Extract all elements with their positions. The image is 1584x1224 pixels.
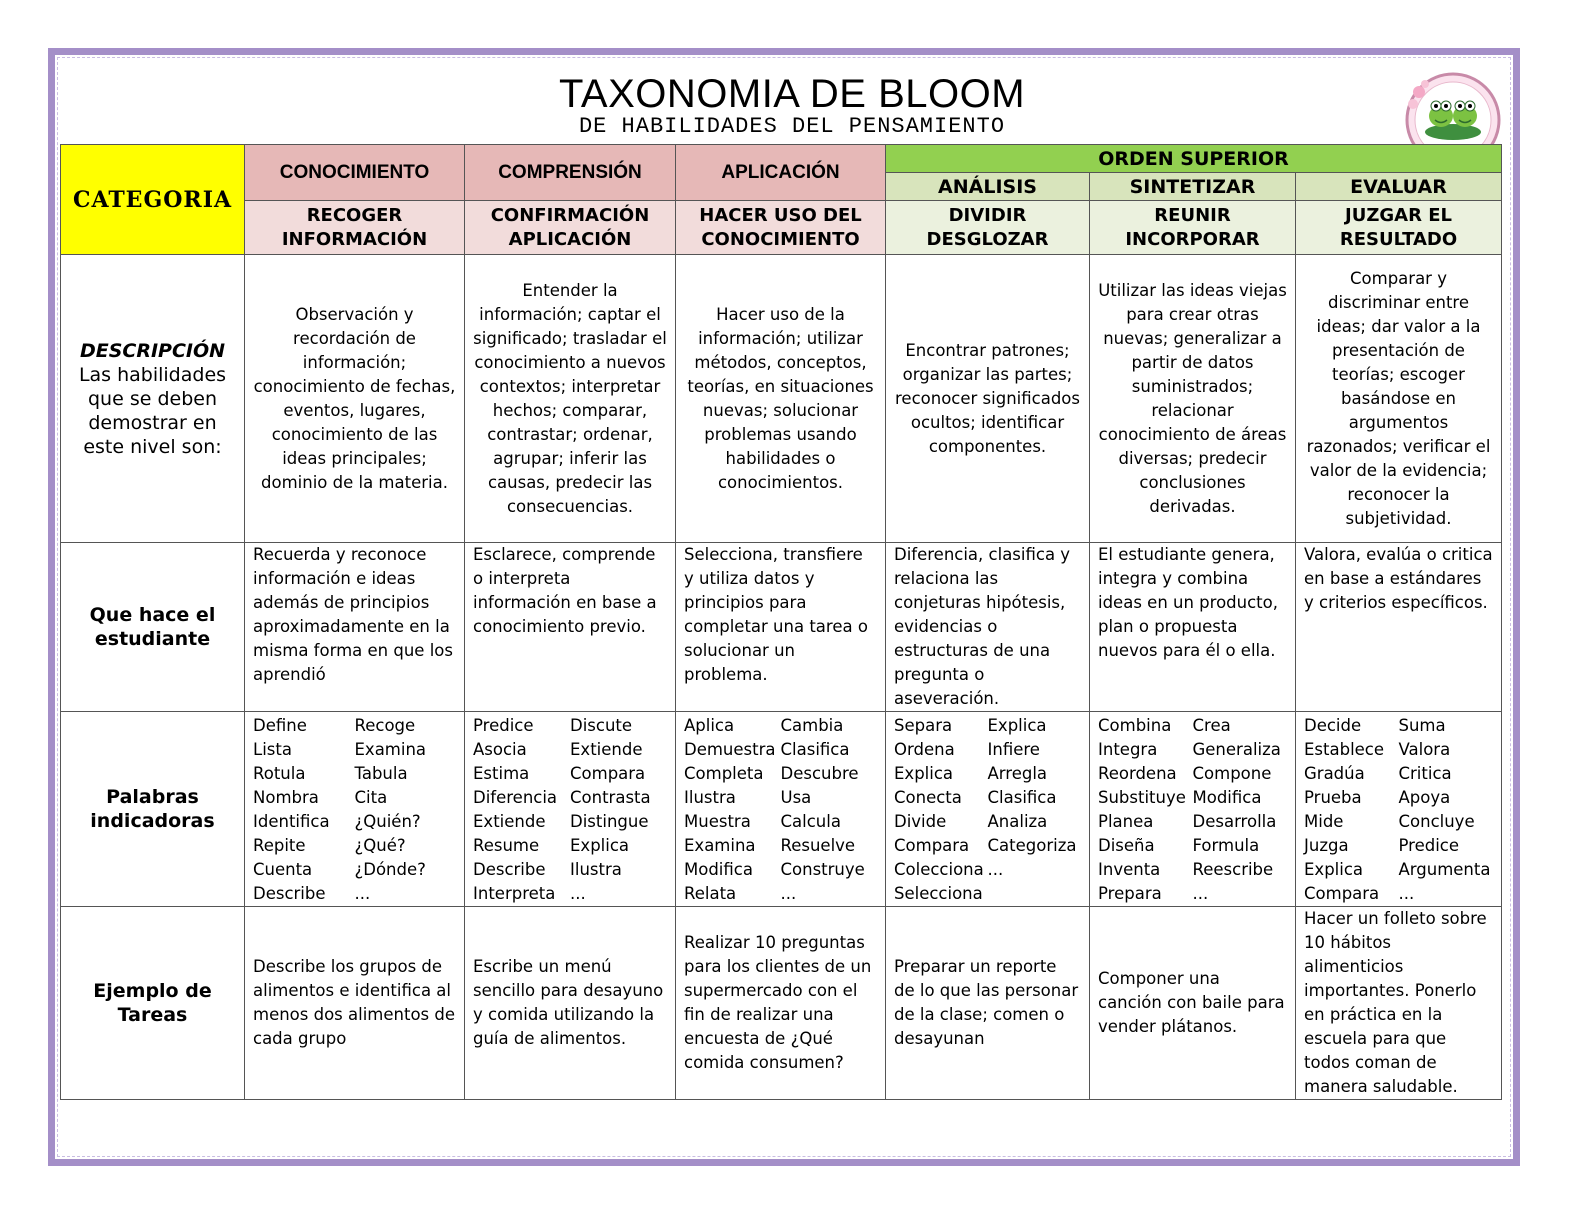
indicator-word: Define (253, 716, 307, 735)
indicator-word: Recoge (354, 716, 416, 735)
word-column (473, 714, 570, 906)
indicator-word: Rotula (253, 764, 306, 783)
indicator-word: Explica (894, 764, 954, 783)
indicator-word: Muestra (684, 812, 751, 831)
ejemplo-label: Ejemplo de Tareas (61, 907, 245, 1100)
que-hace-row (61, 543, 1502, 712)
word-column (355, 714, 457, 906)
descripcion-cell: Comparar y discriminar entre ideas; dar valor a la presentación de teorías; escoger basándose en argumentos razonados; verificar el valor de la evidencia; reconocer la subjetividad. (1296, 255, 1502, 543)
indicator-word: Gradúa (1304, 764, 1365, 783)
indicator-word: Divide (894, 812, 947, 831)
descripcion-label (61, 255, 245, 543)
indicator-word: Prepara (1098, 884, 1162, 903)
indicator-word: Examina (354, 740, 427, 759)
indicator-word: Juzga (1304, 836, 1349, 855)
indicator-word: Discute (570, 716, 633, 735)
ejemplo-cell: Escribe un menú sencillo para desayuno y comida utilizando la guía de alimentos. (465, 907, 676, 1100)
level-header-analisis: ANÁLISIS (886, 173, 1090, 201)
word-column (253, 714, 355, 906)
indicator-word: Predice (473, 716, 534, 735)
indicator-word: Generaliza (1192, 740, 1281, 759)
que-hace-cell: Selecciona, transfiere y utiliza datos y principios para completar una tarea o solucionar un problema. (676, 543, 886, 712)
indicator-word: Infiere (987, 740, 1040, 759)
descripcion-cell: Hacer uso de la información; utilizar métodos, conceptos, teorías, en situaciones nuevas; solucionar problemas usando habilidades o conocimientos. (676, 255, 886, 543)
que-hace-cell: El estudiante genera, integra y combina ideas en un producto, plan o propuesta nuevos para él o ella. (1090, 543, 1296, 712)
palabras-cell (1090, 712, 1296, 907)
descripcion-cell: Entender la información; captar el significado; trasladar el conocimiento a nuevos contextos; interpretar hechos; comparar, contrastar; ordenar, agrupar; inferir las causas, predecir las consecuencias. (465, 255, 676, 543)
indicator-word: ¿Dónde? (354, 860, 426, 879)
descripcion-text: Las habilidades que se deben demostrar en este nivel son: (78, 363, 227, 458)
word-column (570, 714, 667, 906)
level-header-evaluar: EVALUAR (1296, 173, 1502, 201)
level-sub-sintetizar: REUNIR INCORPORAR (1090, 201, 1296, 255)
indicator-word: ... (780, 884, 797, 903)
level-header-sintetizar: SINTETIZAR (1090, 173, 1296, 201)
palabras-row (61, 712, 1502, 907)
indicator-word: Arregla (987, 764, 1048, 783)
indicator-word: ... (987, 860, 1004, 879)
indicator-word: Calcula (780, 812, 841, 831)
indicator-word: Apoya (1398, 788, 1451, 807)
indicator-word: Combina (1098, 716, 1172, 735)
indicator-word: Separa (894, 716, 953, 735)
indicator-word: Clasifica (987, 788, 1057, 807)
indicator-word: Reescribe (1192, 860, 1274, 879)
indicator-word: Estima (473, 764, 530, 783)
indicator-word: ... (570, 884, 586, 903)
indicator-word: Describe (253, 884, 326, 903)
palabras-cell (676, 712, 886, 907)
indicator-word: Compara (894, 836, 970, 855)
level-header-aplicacion: APLICACIÓN (676, 145, 886, 201)
indicator-word: Demuestra (684, 740, 776, 759)
indicator-word: Selecciona (894, 884, 983, 903)
indicator-word: Clasifica (780, 740, 850, 759)
descripcion-cell: Encontrar patrones; organizar las partes; reconocer significados ocultos; identificar componentes. (886, 255, 1090, 543)
indicator-word: Relata (684, 884, 737, 903)
ejemplo-cell: Preparar un reporte de lo que las personar de la clase; comen o desayunan (886, 907, 1090, 1100)
indicator-word: Mide (1304, 812, 1344, 831)
indicator-word: Ordena (894, 740, 955, 759)
indicator-word: Prueba (1304, 788, 1362, 807)
palabras-cell (465, 712, 676, 907)
indicator-word: Interpreta (473, 884, 556, 903)
level-sub-comprension: CONFIRMACIÓN APLICACIÓN (465, 201, 676, 255)
palabras-cell (886, 712, 1090, 907)
level-header-conocimiento: CONOCIMIENTO (245, 145, 465, 201)
word-column (1399, 714, 1494, 906)
indicator-word: Valora (1398, 740, 1451, 759)
indicator-word: Compone (1192, 764, 1272, 783)
descripcion-cell: Observación y recordación de información; conocimiento de fechas, eventos, lugares, conocimiento de las ideas principales; dominio de la materia. (245, 255, 465, 543)
indicator-word: Decide (1304, 716, 1362, 735)
indicator-word: Explica (1304, 860, 1364, 879)
indicator-word: Predice (1398, 836, 1460, 855)
level-header-comprension: COMPRENSIÓN (465, 145, 676, 201)
indicator-word: Desarrolla (1192, 812, 1277, 831)
indicator-word: ... (1192, 884, 1209, 903)
indicator-word: Tabula (354, 764, 408, 783)
que-hace-cell: Valora, evalúa o critica en base a estándares y criterios específicos. (1296, 543, 1502, 712)
indicator-word: Categoriza (987, 836, 1077, 855)
indicator-word: Ilustra (684, 788, 736, 807)
word-column (1193, 714, 1288, 906)
indicator-word: Nombra (253, 788, 319, 807)
page-title: TAXONOMIA DE BLOOM (558, 72, 1026, 116)
indicator-word: Critica (1398, 764, 1452, 783)
indicator-word: Resuelve (780, 836, 856, 855)
indicator-word: Diseña (1098, 836, 1155, 855)
word-column (1304, 714, 1399, 906)
indicator-word: Distingue (570, 812, 649, 831)
orden-superior-header: ORDEN SUPERIOR (886, 145, 1502, 173)
indicator-word: Concluye (1398, 812, 1475, 831)
indicator-word: Repite (253, 836, 306, 855)
page-subtitle: DE HABILIDADES DEL PENSAMIENTO (578, 114, 1006, 139)
ejemplo-cell: Realizar 10 preguntas para los clientes de un supermercado con el fin de realizar una encuesta de ¿Qué comida consumen? (676, 907, 886, 1100)
palabras-cell (1296, 712, 1502, 907)
indicator-word: Explica (570, 836, 630, 855)
que-hace-cell: Diferencia, clasifica y relaciona las conjeturas hipótesis, evidencias o estructuras de una pregunta o aseveración. (886, 543, 1090, 712)
indicator-word: Modifica (684, 860, 753, 879)
indicator-word: Analiza (987, 812, 1048, 831)
indicator-word: ¿Qué? (354, 836, 406, 855)
word-column (1098, 714, 1193, 906)
indicator-word: Suma (1398, 716, 1446, 735)
ejemplo-row (61, 907, 1502, 1100)
indicator-word: Construye (780, 860, 865, 879)
indicator-word: Aplica (684, 716, 735, 735)
indicator-word: Integra (1098, 740, 1158, 759)
indicator-word: Planea (1098, 812, 1154, 831)
indicator-word: Explica (987, 716, 1047, 735)
indicator-word: Inventa (1098, 860, 1161, 879)
palabras-label: Palabras indicadoras (61, 712, 245, 907)
indicator-word: Extiende (570, 740, 643, 759)
indicator-word: Cambia (780, 716, 844, 735)
indicator-word: Completa (684, 764, 764, 783)
descripcion-title: DESCRIPCIÓN (79, 339, 226, 362)
indicator-word: Substituye (1098, 788, 1186, 807)
indicator-word: Reordena (1098, 764, 1177, 783)
descripcion-cell: Utilizar las ideas viejas para crear otras nuevas; generalizar a partir de datos suministrados; relacionar conocimiento de áreas diversas; predecir conclusiones derivadas. (1090, 255, 1296, 543)
word-column (781, 714, 878, 906)
indicator-word: Identifica (253, 812, 330, 831)
que-hace-cell: Recuerda y reconoce información e ideas además de principios aproximadamente en la misma forma en que los aprendió (245, 543, 465, 712)
indicator-word: Examina (684, 836, 756, 855)
indicator-word: Ilustra (570, 860, 622, 879)
level-sub-aplicacion: HACER USO DEL CONOCIMIENTO (676, 201, 886, 255)
indicator-word: Argumenta (1398, 860, 1491, 879)
indicator-word: Cuenta (253, 860, 313, 879)
level-sub-conocimiento: RECOGER INFORMACIÓN (245, 201, 465, 255)
indicator-word: Modifica (1192, 788, 1262, 807)
palabras-cell (245, 712, 465, 907)
bloom-table (60, 144, 1502, 1100)
indicator-word: ¿Quién? (354, 812, 421, 831)
descripcion-row (61, 255, 1502, 543)
indicator-word: Compara (570, 764, 646, 783)
indicator-word: Contrasta (570, 788, 651, 807)
indicator-word: Diferencia (473, 788, 558, 807)
indicator-word: Compara (1304, 884, 1380, 903)
indicator-word: Asocia (473, 740, 527, 759)
que-hace-label: Que hace el estudiante (61, 543, 245, 712)
indicator-word: Descubre (780, 764, 859, 783)
word-column (684, 714, 781, 906)
ejemplo-cell: Componer una canción con baile para vender plátanos. (1090, 907, 1296, 1100)
indicator-word: Describe (473, 860, 546, 879)
indicator-word: Usa (780, 788, 812, 807)
level-sub-analisis: DIVIDIR DESGLOZAR (886, 201, 1090, 255)
indicator-word: ... (354, 884, 371, 903)
que-hace-cell: Esclarece, comprende o interpreta información en base a conocimiento previo. (465, 543, 676, 712)
indicator-word: Resume (473, 836, 540, 855)
indicator-word: ... (1398, 884, 1415, 903)
ejemplo-cell: Describe los grupos de alimentos e identifica al menos dos alimentos de cada grupo (245, 907, 465, 1100)
indicator-word: Lista (253, 740, 292, 759)
indicator-word: Cita (354, 788, 388, 807)
indicator-word: Crea (1192, 716, 1231, 735)
word-column (988, 714, 1082, 906)
word-column (894, 714, 988, 906)
header-row-1 (61, 145, 1502, 173)
level-sub-evaluar: JUZGAR EL RESULTADO (1296, 201, 1502, 255)
indicator-word: Establece (1304, 740, 1385, 759)
indicator-word: Extiende (473, 812, 546, 831)
indicator-word: Colecciona (894, 860, 984, 879)
header-row-3 (61, 201, 1502, 255)
indicator-word: Conecta (894, 788, 962, 807)
indicator-word: Formula (1192, 836, 1260, 855)
ejemplo-cell: Hacer un folleto sobre 10 hábitos alimenticios importantes. Ponerlo en práctica en la escuela para que todos coman de manera saludable. (1296, 907, 1502, 1100)
categoria-header: CATEGORIA (61, 145, 245, 255)
